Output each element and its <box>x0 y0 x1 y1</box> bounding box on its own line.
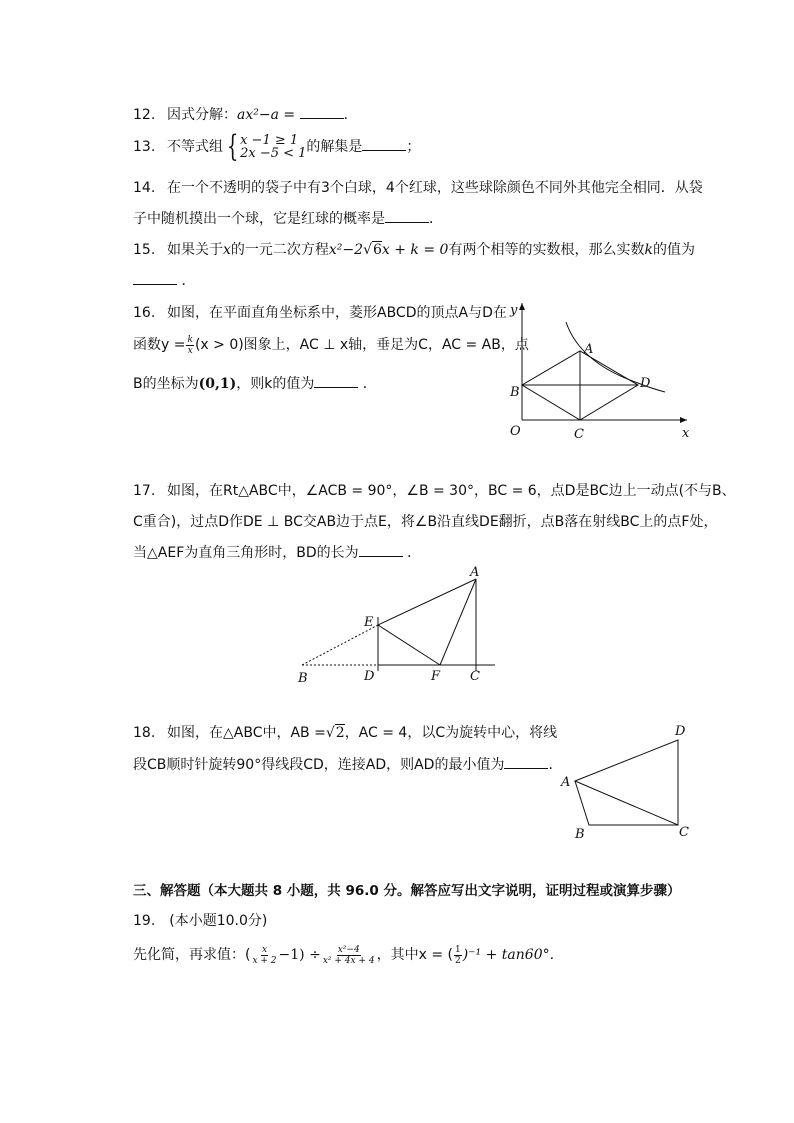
label-d: D <box>675 724 686 739</box>
punctuation: ； <box>406 139 421 155</box>
punctuation: ． <box>548 757 563 773</box>
label-e: E <box>364 615 374 630</box>
question-text: 的一元二次方程 <box>230 242 329 258</box>
question-text: 先化简，再求值：( <box>133 947 251 963</box>
label-a: A <box>470 565 480 580</box>
label-b: B <box>575 827 585 842</box>
label-o: O <box>510 424 521 439</box>
label-d: D <box>640 376 651 391</box>
question-text: (x > 0)图象上，AC ⊥ x轴，垂足为C，AC = AB，点 <box>194 337 529 353</box>
question-text: ，其中x = ( <box>376 947 453 963</box>
answer-blank <box>359 544 403 557</box>
question-line-1: 在一个不透明的袋子中有3个白球，4个红球，这些球除颜色不同外其他完全相同．从袋 <box>167 180 703 196</box>
fraction-1: $\frac{x}{x + 2}$ <box>252 944 277 966</box>
label-b: B <box>510 385 520 400</box>
label-y: y <box>510 303 518 318</box>
question-number: 16. <box>133 305 156 321</box>
answer-blank <box>314 375 358 388</box>
inequality-row-1: x −1 ≥ 1 <box>240 133 299 148</box>
question-text: 有两个相等的实数根，那么实数 <box>448 242 645 258</box>
fraction-k-over-x: $\frac{k}{x}$ <box>187 334 193 356</box>
equation-part: x + k = 0 <box>381 242 449 258</box>
segment-be-dashed <box>302 625 378 665</box>
y-axis-arrow <box>519 303 525 310</box>
question-line-2: 段CB顺时针旋转90°得线段CD，连接AD，则AD的最小值为 <box>133 757 505 773</box>
figure-16-rhombus <box>500 295 700 445</box>
question-number: 14. <box>133 180 156 196</box>
question-14 <box>133 177 703 197</box>
question-16-line2 <box>133 334 529 356</box>
segment-ef <box>378 625 440 665</box>
question-18 <box>133 722 557 742</box>
answer-blank <box>504 756 548 769</box>
figure-18-triangle <box>555 720 705 845</box>
brace-glyph: { <box>226 129 239 164</box>
label-b: B <box>298 671 308 686</box>
question-text-tail: 的解集是 <box>306 139 363 155</box>
question-number: 12. <box>133 107 156 123</box>
question-14-cont <box>133 208 443 228</box>
question-text: 如图，在△ABC中，AB = <box>167 725 326 741</box>
question-12 <box>133 104 358 124</box>
fraction-2: $\frac{\text{x²−4}}{\text{x² + 4x + 4}}$ <box>322 944 375 966</box>
question-line-2: C重合)，过点D作DE ⊥ BC交AB边于点E，将∠B沿直线DE翻折，点B落在射线BC上的点F处， <box>133 514 718 530</box>
punctuation: ． <box>407 545 422 561</box>
question-line-2: 子中随机摸出一个球，它是红球的概率是 <box>133 211 385 227</box>
question-15 <box>133 239 695 259</box>
math-expression: ax²−a = <box>237 107 296 123</box>
label-a: A <box>561 775 571 790</box>
label-c: C <box>574 427 584 442</box>
question-line-3: 当△AEF为直角三角形时，BD的长为 <box>133 545 359 561</box>
question-17 <box>133 480 736 500</box>
label-d: D <box>364 669 375 684</box>
section-3-title: 三、解答题（本大题共 8 小题，共 96.0 分。解答应写出文字说明，证明过程或演算步骤） <box>133 883 681 899</box>
segment-ea <box>378 579 476 625</box>
label-c: C <box>679 825 689 840</box>
label-a: A <box>584 342 594 357</box>
operator: −1) ÷ <box>278 947 321 963</box>
answer-blank <box>362 138 406 151</box>
question-text: ，AC = 4，以C为旋转中心，将线 <box>344 725 558 741</box>
inequality-row-2: 2x −5 < 1 <box>240 146 307 161</box>
question-17-line2 <box>133 511 717 531</box>
answer-blank <box>300 106 344 119</box>
punctuation: ． <box>181 273 196 289</box>
coordinate: (0,1) <box>198 376 237 392</box>
answer-blank <box>385 210 429 223</box>
variable-k: k <box>644 242 653 258</box>
question-text: 不等式组 <box>167 139 223 155</box>
punctuation: ． <box>362 376 377 392</box>
triangle-acd <box>575 740 678 825</box>
question-line-1: 如图，在Rt△ABC中，∠ACB = 90°，∠B = 30°，BC = 6，点D是BC边上一动点(不与B、 <box>167 483 736 499</box>
question-text: 函数y = <box>133 337 186 353</box>
segment-fa <box>440 579 476 665</box>
question-18-line2 <box>133 754 562 774</box>
expression-tail: )⁻¹ + tan60°. <box>462 947 555 963</box>
question-19-head: 19. (本小题10.0分) <box>133 913 268 929</box>
question-line-1: 如图，在平面直角坐标系中，菱形ABCD的顶点A与D在 <box>167 305 507 321</box>
question-text: 因式分解： <box>167 107 237 123</box>
inequality-system <box>223 129 307 164</box>
label-x: x <box>682 426 690 441</box>
figure-17-triangle <box>290 565 510 690</box>
question-text: B的坐标为 <box>133 376 199 392</box>
question-13 <box>133 129 421 164</box>
question-number: 13. <box>133 139 156 155</box>
answer-blank <box>133 272 177 285</box>
question-number: 18. <box>133 725 156 741</box>
label-f: F <box>431 669 441 684</box>
sqrt-6: √6 <box>363 242 382 258</box>
question-17-line3 <box>133 542 421 562</box>
punctuation: ． <box>343 107 358 123</box>
punctuation: ． <box>429 211 443 227</box>
question-number: 15. <box>133 242 156 258</box>
question-19-body <box>133 944 554 966</box>
x-axis-arrow <box>680 417 687 423</box>
fraction-3: $\frac{1}{2}$ <box>454 944 461 966</box>
question-text: 如果关于 <box>167 242 223 258</box>
label-c: C <box>470 669 480 684</box>
question-15-cont <box>133 270 195 290</box>
sqrt-2: √2 <box>325 725 345 741</box>
variable-x: x <box>223 242 231 258</box>
question-number: 17. <box>133 483 156 499</box>
question-16 <box>133 302 507 322</box>
equation-part: x²−2 <box>328 242 364 258</box>
question-text: ，则k的值为 <box>236 376 315 392</box>
question-16-line3 <box>133 373 377 393</box>
question-text: 的值为 <box>652 242 695 258</box>
